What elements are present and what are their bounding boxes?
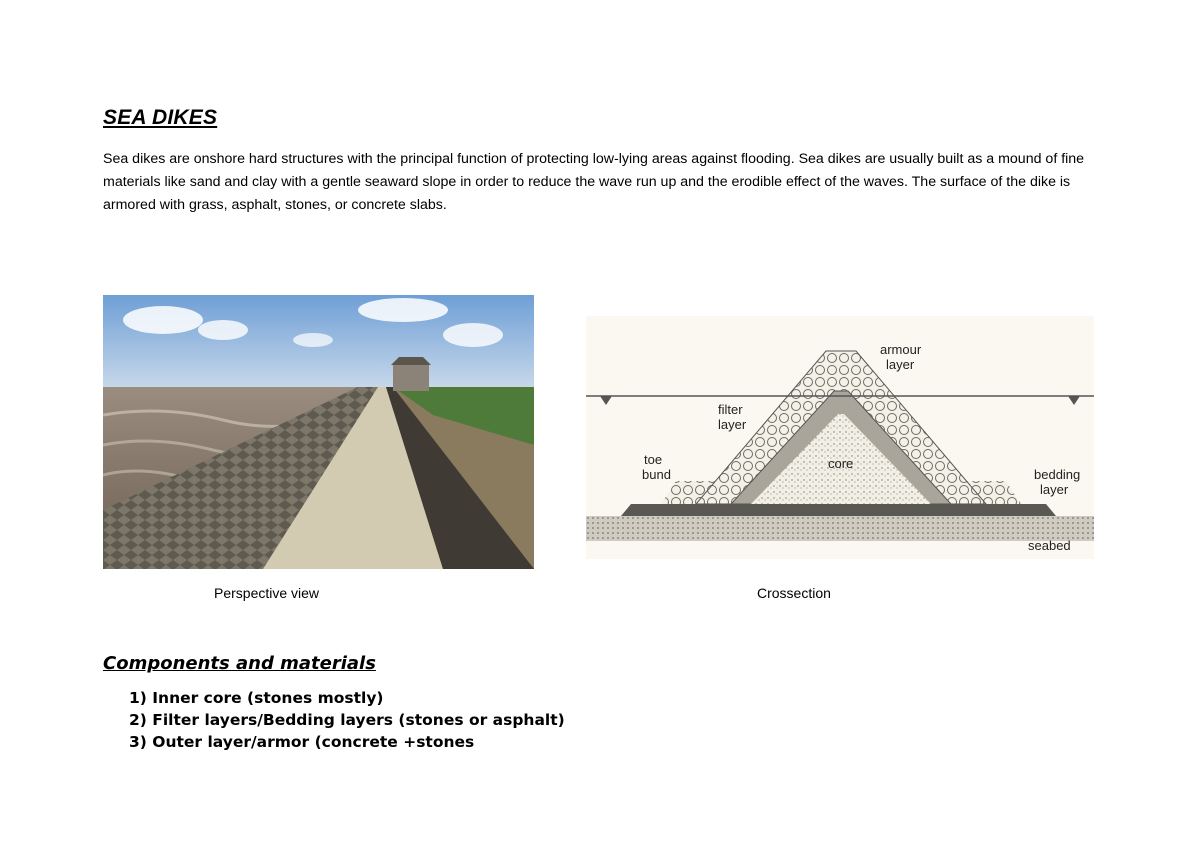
label-seabed: seabed	[1028, 538, 1071, 553]
label-toe: toe	[644, 452, 663, 467]
photo-caption: Perspective view	[214, 585, 320, 601]
sea-dike-photo-illustration	[103, 295, 534, 569]
list-item: 1) Inner core (stones mostly)	[129, 689, 384, 707]
sea-dike-photo	[103, 295, 534, 569]
label-bedding-2: layer	[1040, 482, 1069, 497]
components-list	[129, 687, 565, 753]
label-armour-2: layer	[886, 357, 915, 372]
label-core: core	[828, 456, 854, 471]
cross-section-illustration	[586, 316, 1094, 559]
components-heading: Components and materials	[103, 653, 376, 674]
label-filter-2: layer	[718, 417, 747, 432]
label-armour: armour	[880, 342, 922, 357]
label-toe-2: bund	[642, 467, 671, 482]
page-title: SEA DIKES	[103, 106, 218, 129]
intro-paragraph: Sea dikes are onshore hard structures with the principal function of protecting low-lying areas against flooding. Sea dikes are usually built as a mound of fine materials like sand and clay with a gentle seaward slope in order to reduce the wave run up and the erodible effect of the waves. The surface of the dike is armored with grass, asphalt, stones, or concrete slabs.	[103, 151, 1085, 213]
label-filter: filter	[718, 402, 743, 417]
list-item: 3) Outer layer/armor (concrete +stones	[129, 733, 475, 751]
list-item: 2) Filter layers/Bedding layers (stones or asphalt)	[129, 711, 565, 729]
diagram-caption: Crossection	[757, 585, 831, 601]
dike-cross-section-diagram	[586, 316, 1094, 559]
label-bedding: bedding	[1034, 467, 1081, 482]
